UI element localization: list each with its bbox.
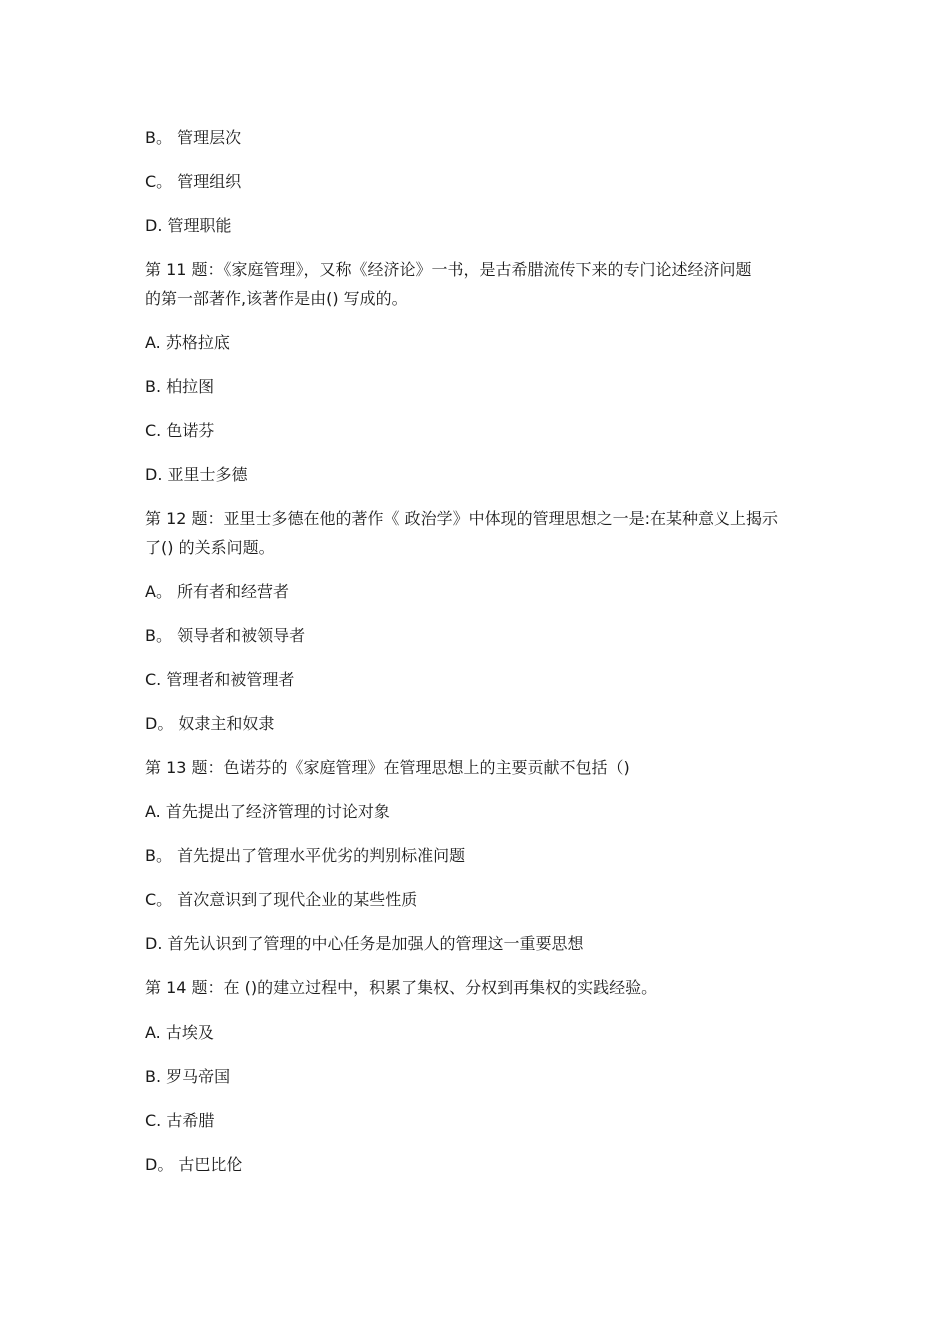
- option-d-q13: D. 首先认识到了管理的中心任务是加强人的管理这一重要思想: [145, 934, 584, 953]
- option-b-q11: B. 柏拉图: [145, 377, 215, 396]
- option-a-q14: A. 古埃及: [145, 1023, 214, 1042]
- option-c-q11: C. 色诺芬: [145, 421, 215, 440]
- option-c-q13: C。 首次意识到了现代企业的某些性质: [145, 890, 418, 909]
- option-b-q10: B。 管理层次: [145, 128, 242, 147]
- option-a-q11: A. 苏格拉底: [145, 333, 230, 352]
- option-b-q13: B。 首先提出了管理水平优劣的判别标准问题: [145, 846, 466, 865]
- option-d-q11: D. 亚里士多德: [145, 465, 248, 484]
- option-b-q14: B. 罗马帝国: [145, 1067, 231, 1086]
- question-12-line-1: 第 12 题：亚里士多德在他的著作《 政治学》中体现的管理思想之一是:在某种意义上揭示: [145, 509, 779, 528]
- option-b-q12: B。 领导者和被领导者: [145, 626, 306, 645]
- option-d-q12: D。 奴隶主和奴隶: [145, 714, 275, 733]
- option-c-q12: C. 管理者和被管理者: [145, 670, 295, 689]
- option-c-q14: C. 古希腊: [145, 1111, 215, 1130]
- option-a-q13: A. 首先提出了经济管理的讨论对象: [145, 802, 390, 821]
- option-c-q10: C。 管理组织: [145, 172, 242, 191]
- question-12-line-2: 了() 的关系问题。: [145, 538, 275, 557]
- question-11-line-1: 第 11 题：《家庭管理》，又称《经济论》一书，是古希腊流传下来的专门论述经济问题: [145, 260, 752, 279]
- question-11-line-2: 的第一部著作,该著作是由() 写成的。: [145, 289, 408, 308]
- question-13: 第 13 题：色诺芬的《家庭管理》在管理思想上的主要贡献不包括（): [145, 758, 630, 777]
- option-d-q10: D. 管理职能: [145, 216, 232, 235]
- option-a-q12: A。 所有者和经营者: [145, 582, 290, 601]
- question-14: 第 14 题：在 ()的建立过程中，积累了集权、分权到再集权的实践经验。: [145, 978, 658, 997]
- option-d-q14: D。 古巴比伦: [145, 1155, 243, 1174]
